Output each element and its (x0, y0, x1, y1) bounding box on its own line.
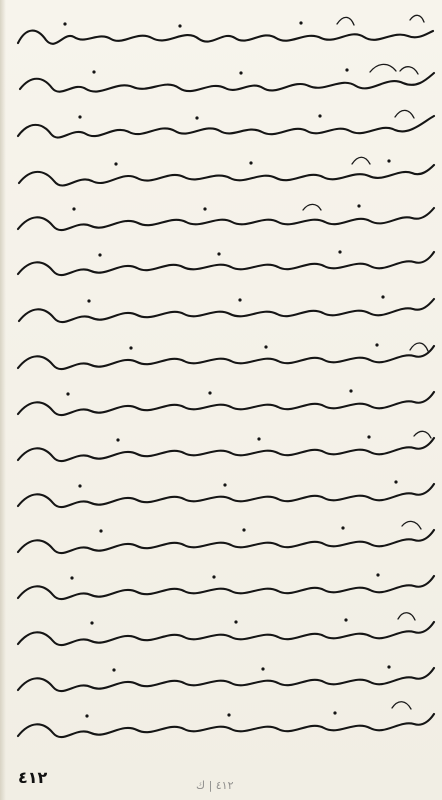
line-12 (18, 521, 434, 553)
line-13 (18, 573, 434, 599)
line-5 (18, 204, 434, 230)
line-3 (18, 110, 434, 137)
line-15 (18, 665, 434, 691)
line-6 (18, 250, 434, 275)
line-14 (18, 613, 434, 645)
line-16 (18, 702, 434, 737)
line-10 (18, 431, 434, 461)
line-1 (18, 15, 433, 43)
line-2 (20, 64, 434, 91)
line-11 (18, 480, 434, 507)
line-9 (18, 389, 434, 415)
page-number: ٤١٢ (18, 768, 48, 787)
line-8 (18, 343, 434, 369)
line-7 (19, 295, 434, 322)
footer-mark: ٤١٢ | ك (196, 779, 234, 792)
line-4 (19, 157, 434, 185)
